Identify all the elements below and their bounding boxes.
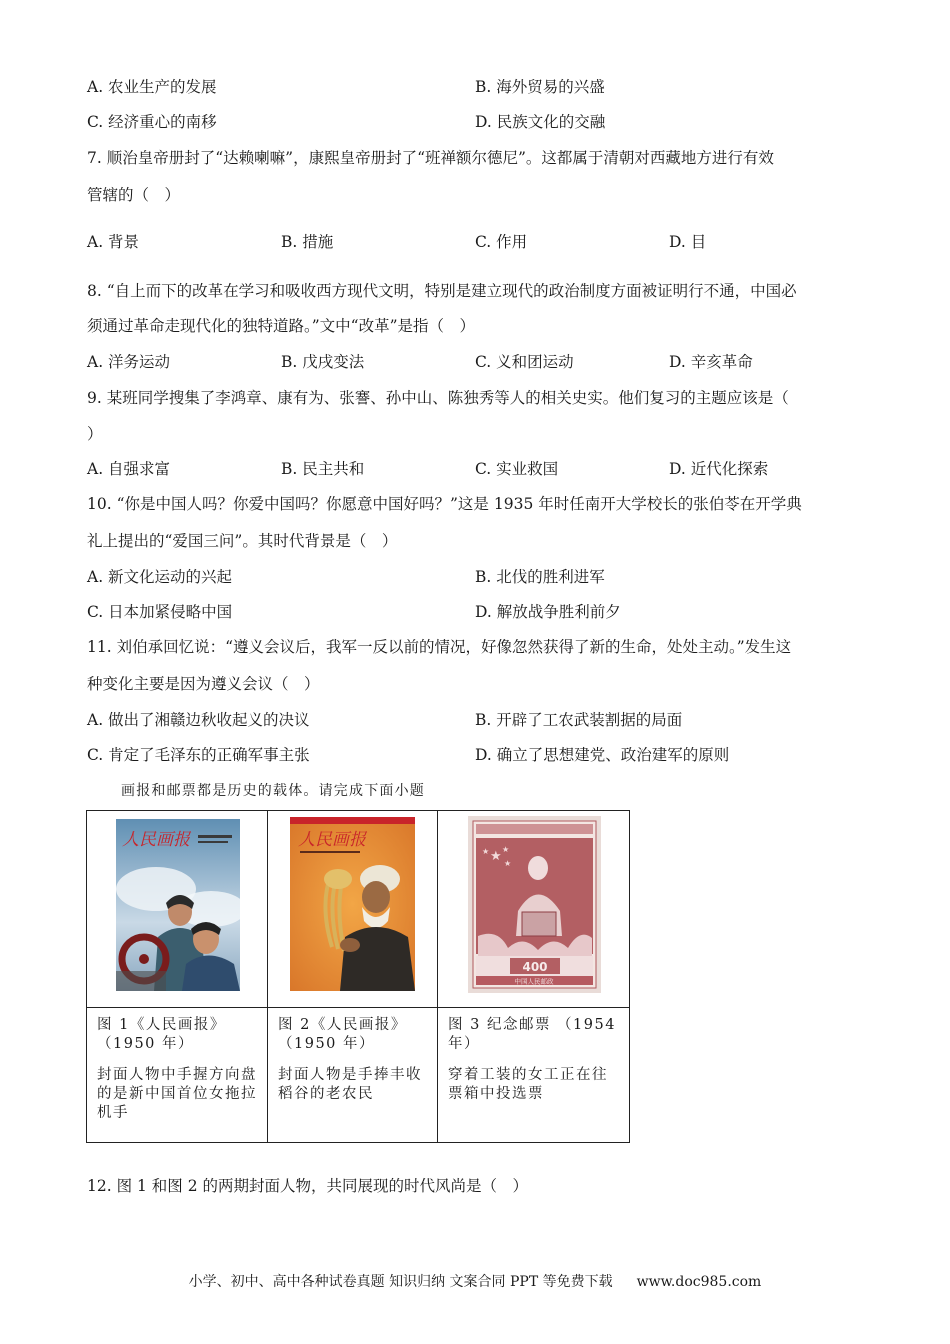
q9-option-c: C. 实业救国 (475, 460, 559, 478)
q7-option-a: A. 背景 (87, 233, 140, 251)
figure-1-cover-image (116, 819, 240, 991)
figure-1-desc: 封面人物中手握方向盘的是新中国首位女拖拉机手 (97, 1067, 257, 1121)
q11-stem-line2: 种变化主要是因为遵义会议（ ） (87, 675, 320, 693)
figures-table (86, 810, 630, 1143)
figure-1-title: 图 1《人民画报》（1950 年） (97, 1017, 226, 1052)
q9-option-b: B. 民主共和 (281, 460, 365, 478)
q8-stem-line1: 8. “自上而下的改革在学习和吸收西方现代文明，特别是建立现代的政治制度方面被证明行不通，中国必 (87, 282, 797, 300)
q9-stem-line2: ） (87, 425, 103, 443)
svg-text:★: ★ (482, 847, 490, 856)
figure-3-stamp-country: 中国人民邮政 (514, 977, 554, 986)
figure-2-cover-image (290, 817, 415, 991)
figure-3-desc: 穿着工装的女工正在往票箱中投选票 (448, 1067, 608, 1102)
q6-option-c: C. 经济重心的南移 (87, 113, 217, 131)
figure-1-caption (87, 1008, 268, 1143)
figure-2-title: 图 2《人民画报》（1950 年） (278, 1017, 407, 1052)
q11-option-c: C. 肯定了毛泽东的正确军事主张 (87, 746, 310, 764)
figure-3-title: 图 3 纪念邮票 （1954 年） (448, 1017, 616, 1052)
page-footer (0, 1271, 950, 1291)
q9-stem-line1: 9. 某班同学搜集了李鸿章、康有为、张謇、孙中山、陈独秀等人的相关史实。他们复习的主题应该是（ (87, 389, 789, 407)
q7-option-c: C. 作用 (475, 233, 528, 251)
q11-option-d: D. 确立了思想建党、政治建军的原则 (475, 746, 730, 764)
q11-option-a: A. 做出了湘赣边秋收起义的决议 (87, 711, 310, 729)
figure-3-stamp-value: 400 (522, 960, 548, 974)
figure-3-caption (438, 1008, 630, 1143)
q8-stem-line2: 须通过革命走现代化的独特道路。”文中“改革”是指（ ） (87, 317, 476, 335)
figure-3-stamp-image (468, 816, 601, 993)
q8-option-b: B. 戊戌变法 (281, 353, 365, 371)
q6-option-b: B. 海外贸易的兴盛 (475, 78, 605, 96)
q6-option-d: D. 民族文化的交融 (475, 113, 606, 131)
figure-2-masthead: 人民画报 (298, 830, 366, 850)
q10-option-d: D. 解放战争胜利前夕 (475, 603, 621, 621)
figure-2-image-cell (268, 811, 438, 1008)
q11-option-b: B. 开辟了工农武装割据的局面 (475, 711, 683, 729)
svg-text:★: ★ (502, 845, 510, 854)
figure-2-caption (268, 1008, 438, 1143)
figure-2-desc: 封面人物是手捧丰收稻谷的老农民 (278, 1067, 422, 1102)
q9-option-d: D. 近代化探索 (669, 460, 769, 478)
q10-option-a: A. 新文化运动的兴起 (87, 568, 233, 586)
footer-url[interactable]: www.doc985.com (636, 1274, 762, 1290)
svg-text:★: ★ (504, 859, 512, 868)
q7-option-b: B. 措施 (281, 233, 334, 251)
figure-1-image-cell (87, 811, 268, 1008)
q10-option-c: C. 日本加紧侵略中国 (87, 603, 233, 621)
q7-option-d: D. 目 (669, 233, 707, 251)
q10-option-b: B. 北伐的胜利进军 (475, 568, 605, 586)
q10-stem-line2: 礼上提出的“爱国三问”。其时代背景是（ ） (87, 532, 398, 550)
q7-stem-line2: 管辖的（ ） (87, 186, 181, 204)
svg-text:★: ★ (490, 849, 502, 864)
q8-option-a: A. 洋务运动 (87, 353, 171, 371)
q8-option-d: D. 辛亥革命 (669, 353, 753, 371)
q7-stem-line1: 7. 顺治皇帝册封了“达赖喇嘛”，康熙皇帝册封了“班禅额尔德尼”。这都属于清朝对西藏地方进行有效 (87, 149, 774, 167)
q11-stem-line1: 11. 刘伯承回忆说：“遵义会议后，我军一反以前的情况，好像忽然获得了新的生命，处处主动。”发生这 (87, 638, 792, 656)
q12-stem: 12. 图 1 和图 2 的两期封面人物，共同展现的时代风尚是（ ） (87, 1177, 529, 1195)
q8-option-c: C. 义和团运动 (475, 353, 574, 371)
q6-option-a: A. 农业生产的发展 (87, 78, 217, 96)
material-intro: 画报和邮票都是历史的载体。请完成下面小题 (121, 783, 425, 799)
figure-3-image-cell (438, 811, 630, 1008)
figure-1-masthead: 人民画报 (122, 830, 190, 850)
footer-text: 小学、初中、高中各种试卷真题 知识归纳 文案合同 PPT 等免费下载 (188, 1274, 613, 1290)
q9-option-a: A. 自强求富 (87, 460, 171, 478)
q10-stem-line1: 10. “你是中国人吗？你爱中国吗？你愿意中国好吗？”这是 1935 年时任南开大学校长的张伯苓在开学典 (87, 495, 802, 513)
